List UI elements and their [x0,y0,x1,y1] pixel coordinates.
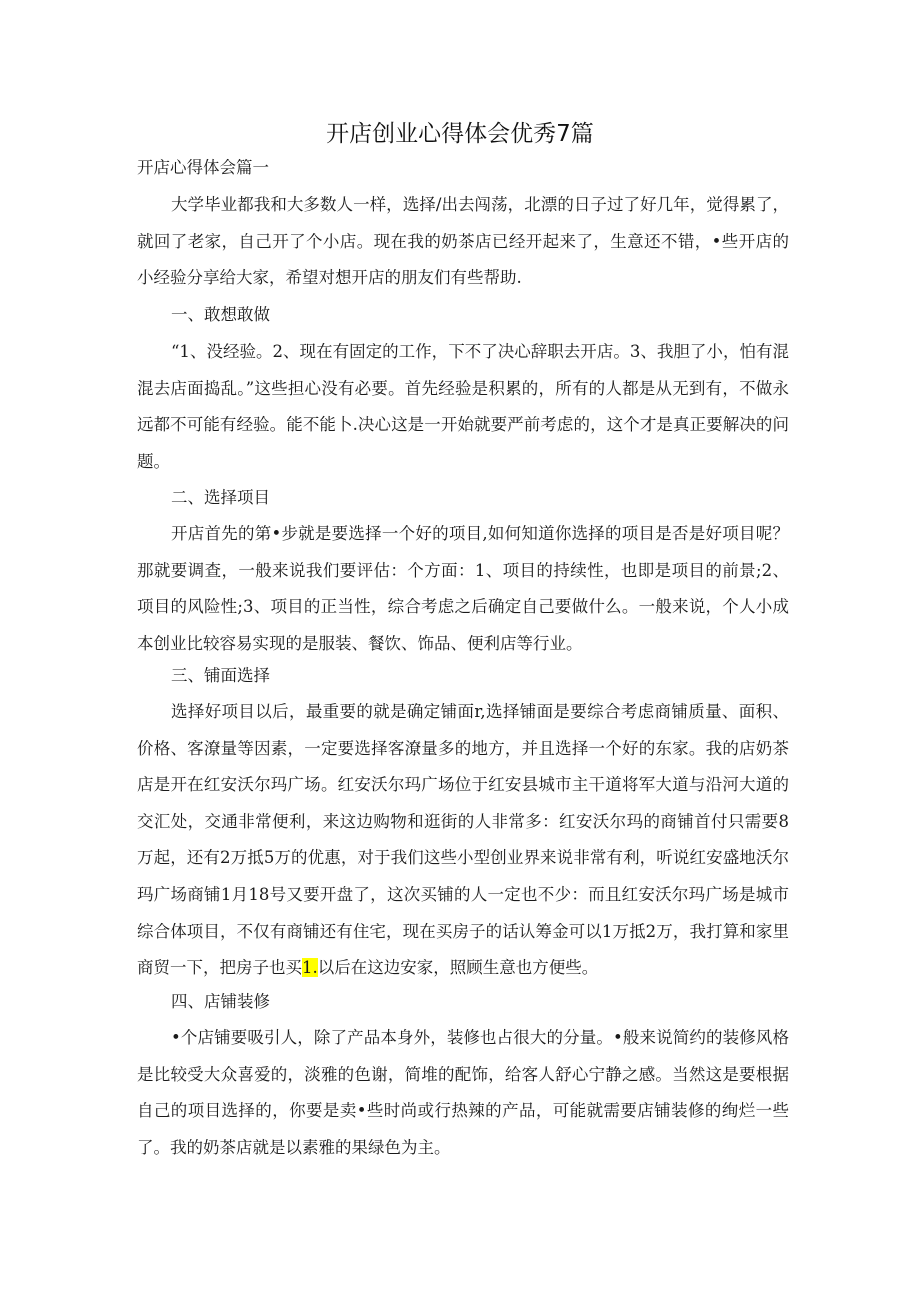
paragraph-3-text-a: 选择好项目以后，最重要的就是确定铺面r,选择铺面是要综合考虑商铺质量、面积、价格、客潦量等因素，一定要选择客潦量多的地方，并且选择一个好的东家。我的店奶茶店是开在红安沃尔玛广场。红安沃尔玛广场位于红安县城市主干道将军大道与沿河大道的交汇处，交通非常便利，来这边购物和逛街的人非常多：红安沃尔玛的商铺首付只需要8万起，还有2万抵5万的优惠，对于我们这些小型创业界来说非常有利，听说红安盛地沃尔玛广场商铺1月18号又要开盘了，这次买铺的人一定也不少：而且红安沃尔玛广场是城市综合体项目，不仅有商铺还有住宅，现在买房子的话认筹金可以1万抵2万，我打算和家里商贸一下，把房子也买 [137,702,789,978]
subtitle: 开店心得体会篇一 [137,158,269,177]
paragraph-2: 开店首先的第•步就是要选择一个好的项目,如何知道你选择的项目是否是好项目呢？那就要调查，一般来说我们要评估：个方面：1、项目的持续性，也即是项目的前景;2、项目的风险性;3、项目的正当性，综合考虑之后确定自己要做什么。一般来说，个人小成本创业比较容易实现的是服装、餐饮、饰品、便利店等行业。 [137,524,789,653]
section-heading-4: 四、店铺装修 [171,992,270,1011]
paragraph-intro: 大学毕业都我和大多数人一样，选择/出去闯荡，北漂的日子过了好几年，觉得累了，就回了老家，自己开了个小店。现在我的奶茶店已经开起来了，生意还不错，•些开店的小经验分享给大家，希望对想开店的朋友们有些帮助. [137,195,789,288]
section-heading-1: 一、敢想敢做 [171,305,270,324]
paragraph-3-text-b: 以后在这边安家，照顾生意也方便些。 [317,958,599,978]
paragraph-1: “1、没经验。2、现在有固定的工作，下不了决心辞职去开店。3、我胆了小，怕有混混去店面捣乱。”这些担心没有必要。首先经验是积累的，所有的人都是从无到有，不做永远都不可能有经验。能不能卜.决心这是一开始就要严前考虑的，这个才是真正要解决的问题。 [137,342,789,471]
section-heading-2: 二、选择项目 [171,488,270,507]
paragraph-4: •个店铺要吸引人，除了产品本身外，装修也占很大的分量。•般来说简约的装修风格是比较受大众喜爱的，淡雅的色谢，简堆的配饰，给客人舒心宁静之感。当然这是要根据自己的项目选择的，你要是卖•些时尚或行热辣的产品，可能就需要店铺装修的绚烂一些了。我的奶茶店就是以素雅的果绿色为主。 [137,1028,789,1157]
page-title: 开店创业心得体会优秀7篇 [326,121,594,147]
highlighted-text: 1. [302,958,318,978]
section-heading-3: 三、铺面选择 [171,666,270,685]
paragraph-3 [137,694,789,987]
